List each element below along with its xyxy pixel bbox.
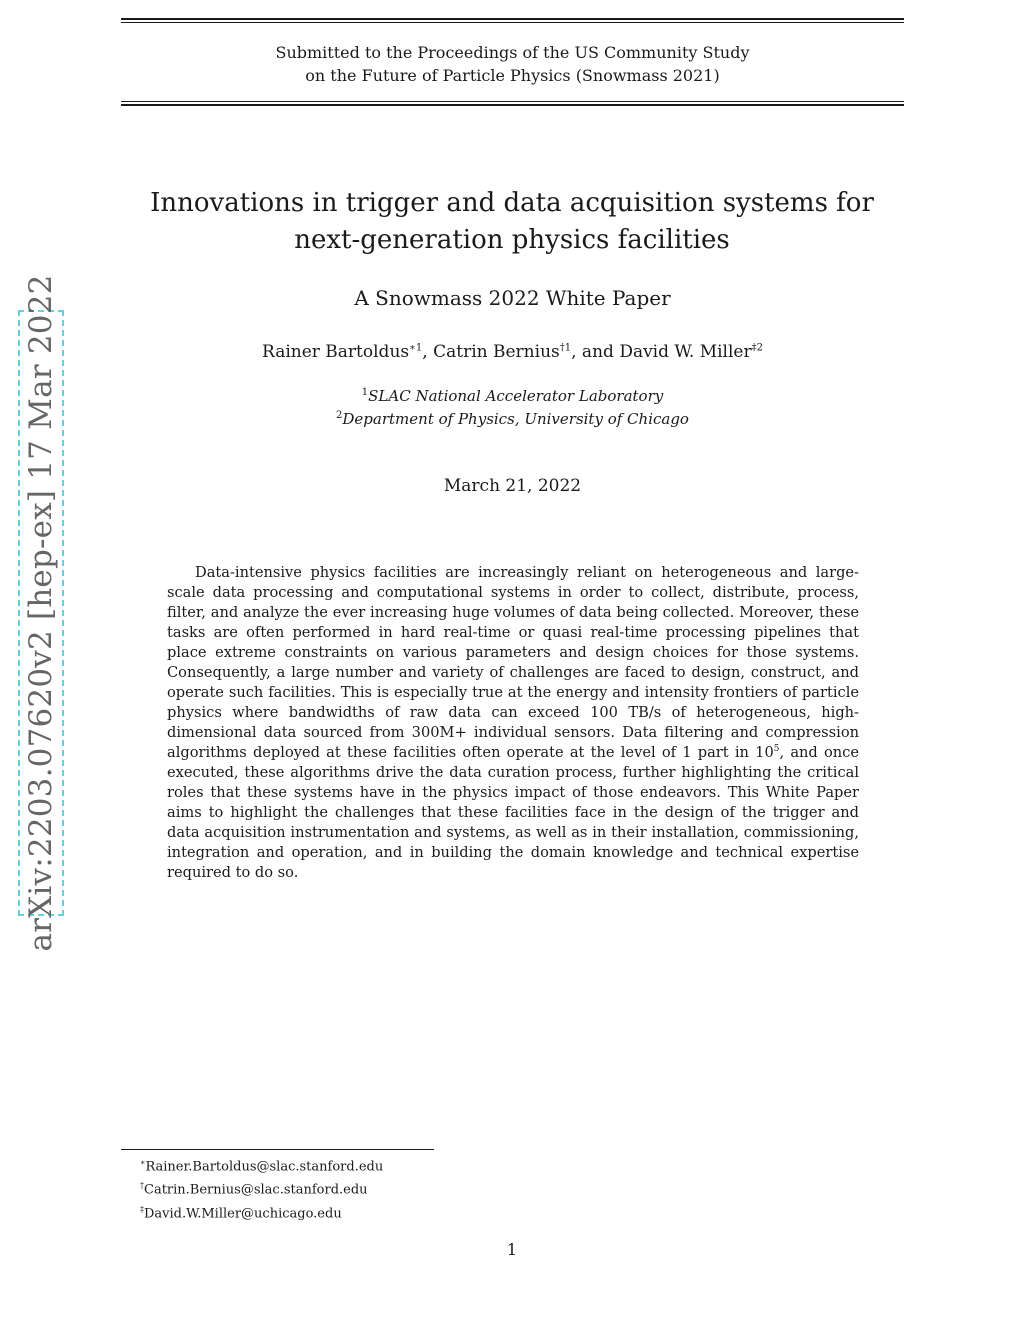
header-bottom-rule-thick <box>121 104 904 106</box>
header-top-rule-thick <box>121 18 904 20</box>
footnote-email[interactable]: Catrin.Bernius@slac.stanford.edu <box>144 1182 368 1198</box>
footnote-item <box>140 1153 383 1176</box>
author-marks: †1 <box>559 342 572 354</box>
footnote-item <box>140 1200 383 1223</box>
author-name: David W. Miller <box>619 342 752 362</box>
header-top-rule-thin <box>121 22 904 23</box>
footnote-email[interactable]: David.W.Miller@uchicago.edu <box>144 1205 342 1221</box>
affiliation-text: Department of Physics, University of Chicago <box>342 410 689 428</box>
proceedings-header <box>121 41 904 87</box>
abstract-paragraph <box>167 563 859 883</box>
footnote-item <box>140 1176 383 1199</box>
abstract-text-part2: , and once executed, these algorithms drive the data curation process, further highlighting the critical roles that these systems have in the physics impact of those endeavors. This White Paper aims to highlight the challenges that these facilities face in the design of the trigger and data acquisition instrumentation and systems, as well as in their installation, commissioning, integration and operation, and in building the domain knowledge and technical expertise required to do so. <box>167 744 859 881</box>
affiliation-number: 2 <box>336 410 343 421</box>
author-separator: , <box>422 342 428 362</box>
author-marks: ‡2 <box>751 342 763 354</box>
abstract-superscript: 5 <box>773 744 780 755</box>
author-separator: , and <box>571 342 614 362</box>
arxiv-identifier[interactable]: arXiv:2203.07620v2 [hep-ex] 17 Mar 2022 <box>23 274 59 952</box>
proceedings-header-line2: on the Future of Particle Physics (Snowmass 2021) <box>305 66 720 85</box>
footnote-list <box>140 1153 383 1223</box>
affiliation-text: SLAC National Accelerator Laboratory <box>368 387 664 405</box>
page-number: 1 <box>506 1240 518 1259</box>
paper-title-line2: next-generation physics facilities <box>294 225 730 255</box>
proceedings-header-line1: Submitted to the Proceedings of the US Community Study <box>275 43 750 62</box>
affiliation-number: 1 <box>361 387 369 398</box>
abstract-text-part1: Data-intensive physics facilities are increasingly reliant on heterogeneous and large-scale data processing and computational systems in order to collect, distribute, process, filter, and analyze the ever increasing huge volumes of data being collected. Moreover, these tasks are often performed in hard real-time or quasi real-time processing pipelines that place extreme constraints on various parameters and design choices for those systems. Consequently, a large number and variety of challenges are faced to design, construct, and operate such facilities. This is especially true at the energy and intensity frontiers of particle physics where bandwidths of raw data can exceed 100 TB/s of heterogeneous, high-dimensional data sourced from 300M+ individual sensors. Data filtering and compression algorithms deployed at these facilities often operate at the level of 1 part in 10 <box>167 564 859 761</box>
author-name: Rainer Bartoldus <box>262 342 410 362</box>
footnote-mark: † <box>140 1181 144 1191</box>
author-list <box>121 342 904 362</box>
affiliation-item <box>121 406 904 429</box>
paper-subtitle: A Snowmass 2022 White Paper <box>354 286 671 310</box>
header-bottom-rule-thin <box>121 101 904 102</box>
author-marks: ∗1 <box>409 342 423 354</box>
author-name: Catrin Bernius <box>433 342 560 362</box>
paper-date: March 21, 2022 <box>443 476 582 496</box>
affiliation-item <box>121 383 904 406</box>
footnote-mark: ∗ <box>140 1158 146 1167</box>
footnote-rule <box>121 1149 434 1150</box>
paper-title <box>150 185 874 259</box>
footnote-email[interactable]: Rainer.Bartoldus@slac.stanford.edu <box>145 1159 384 1175</box>
affiliation-list <box>121 383 904 429</box>
footnote-mark: ‡ <box>140 1204 144 1214</box>
paper-title-line1: Innovations in trigger and data acquisition systems for <box>150 188 874 218</box>
